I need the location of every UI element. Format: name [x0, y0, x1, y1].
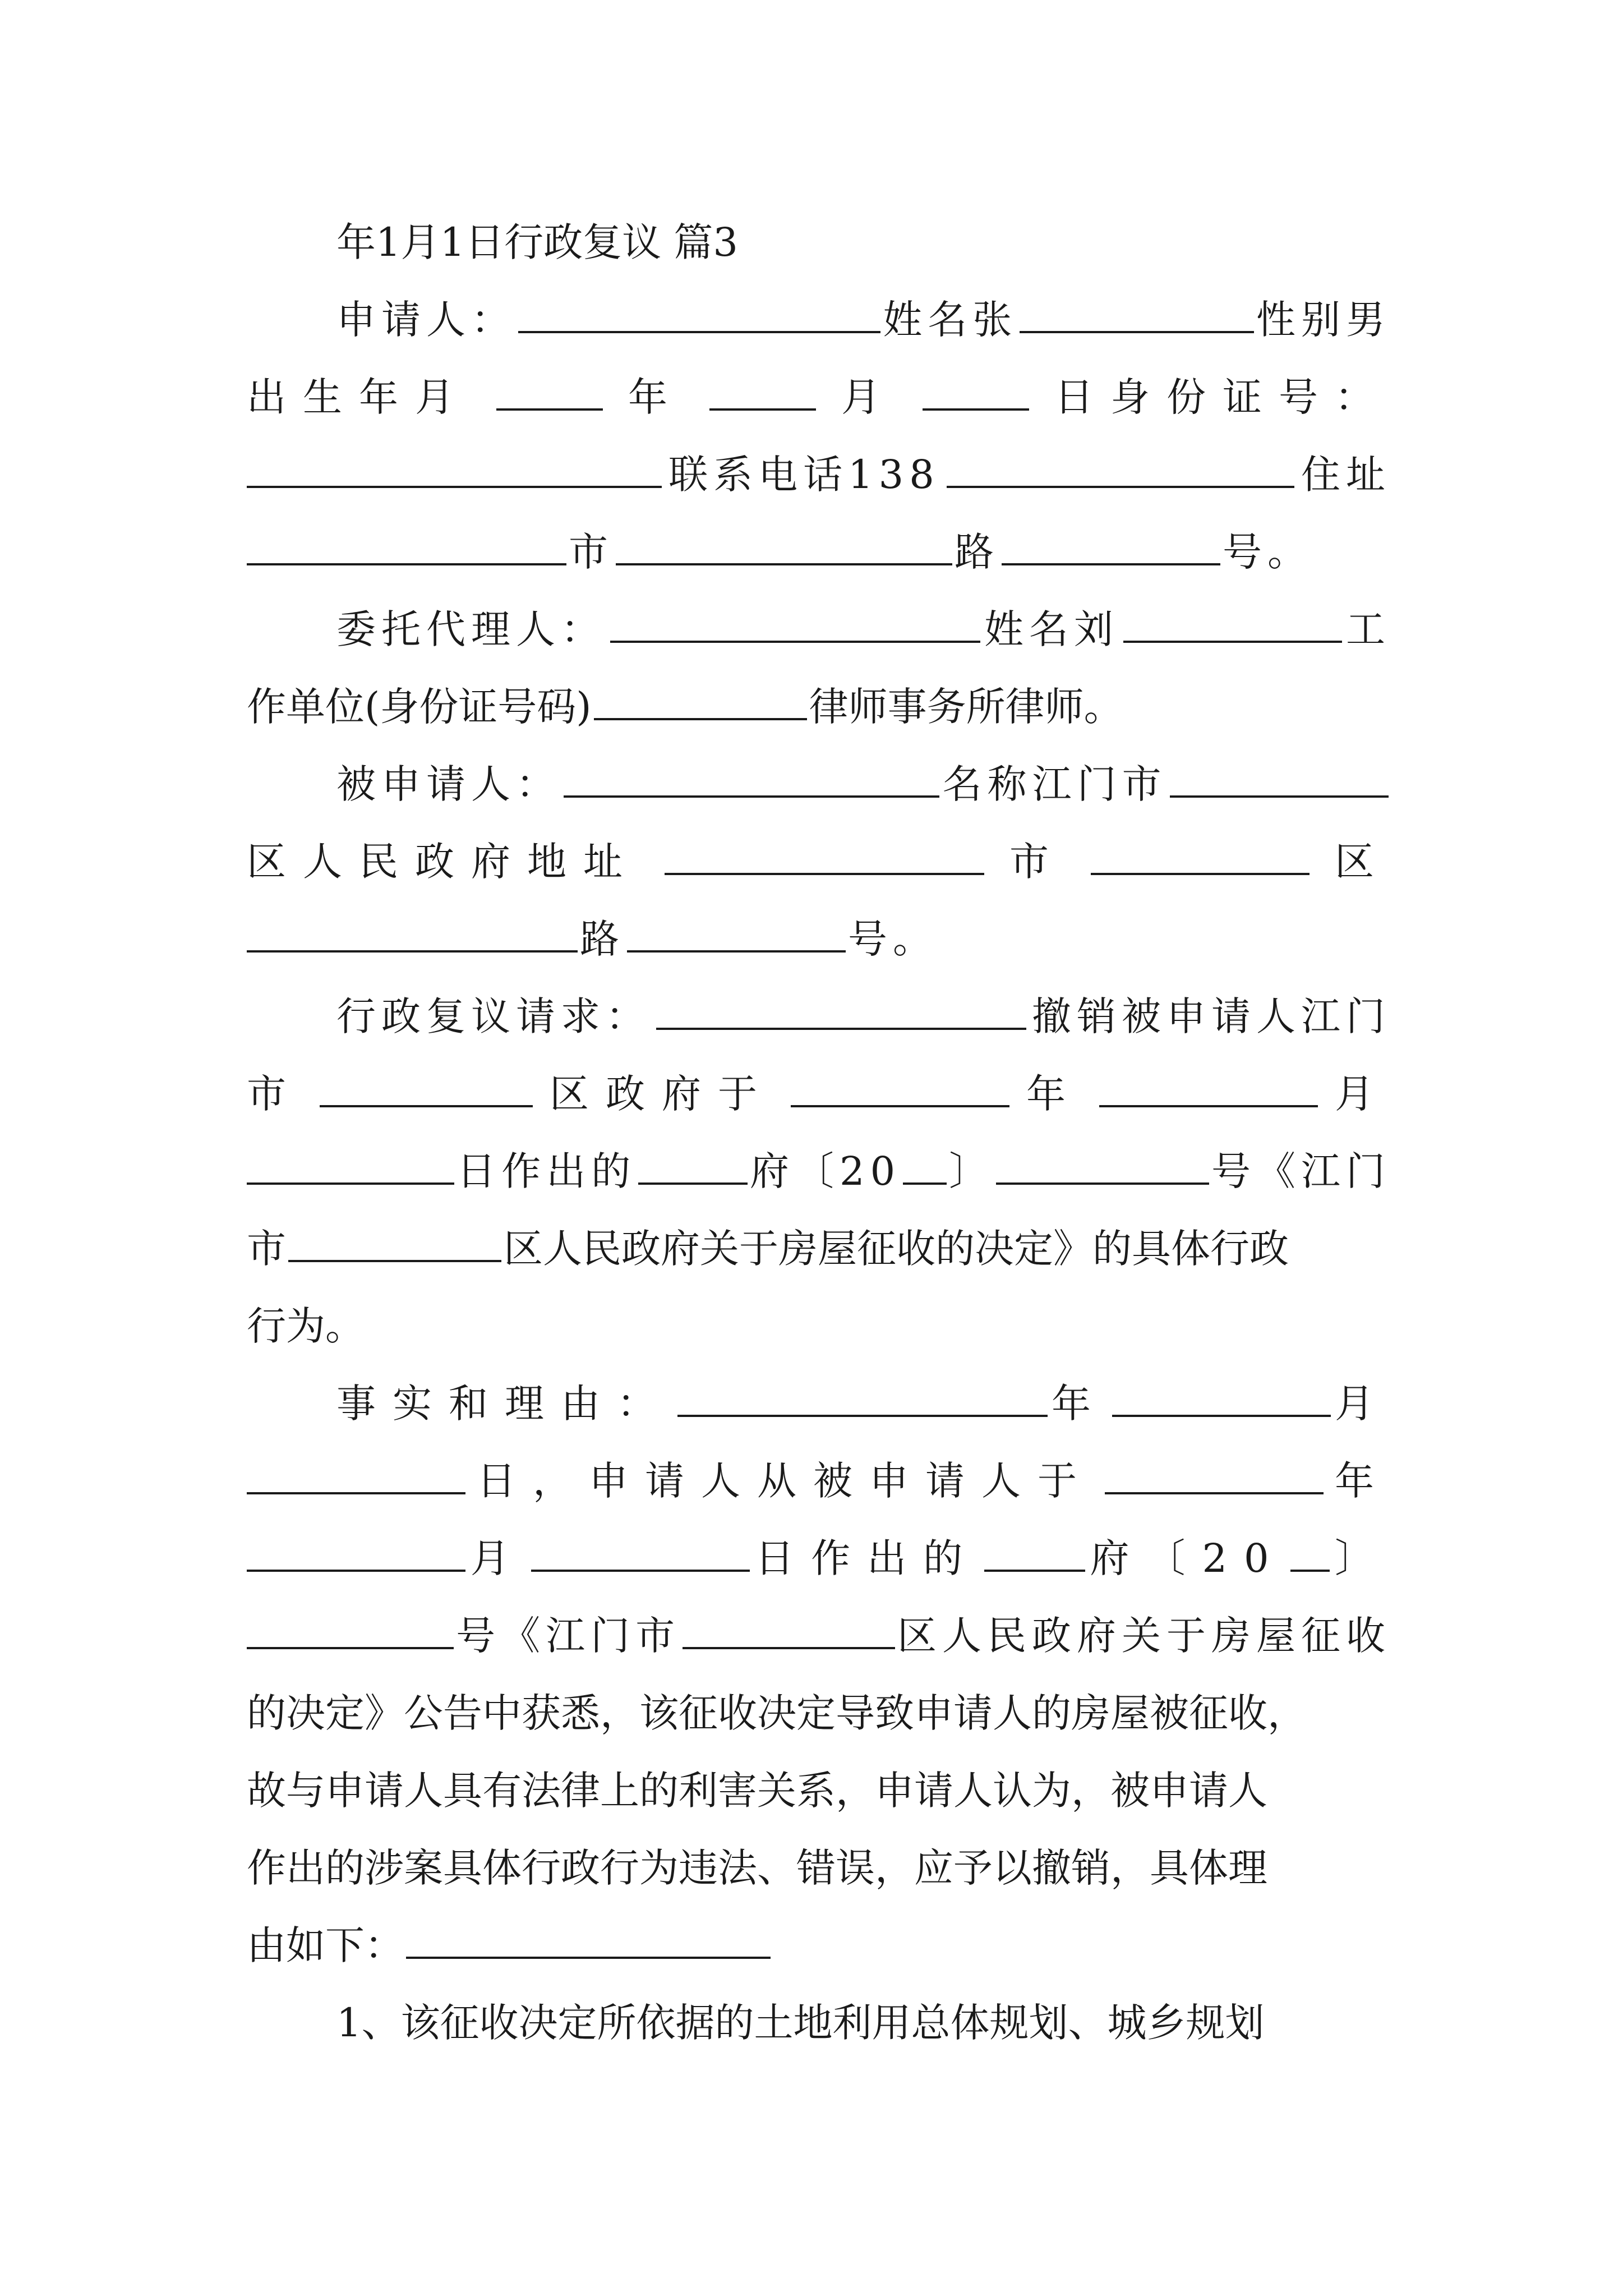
applicant-line-4 [247, 521, 1391, 583]
district-label: 区 [1335, 839, 1391, 885]
facts-line-6 [247, 1760, 1391, 1821]
blank-field [1099, 1071, 1318, 1107]
facts-text: 由如下： [247, 1922, 404, 1968]
blank-field [683, 1613, 895, 1649]
blank-field [320, 1071, 533, 1107]
applicant-label: 申请人： [336, 297, 516, 343]
month-label: 月 [470, 1535, 527, 1581]
blank-field [677, 1381, 1048, 1417]
facts-line-3 [247, 1527, 1391, 1589]
blank-field [616, 530, 952, 565]
blank-field [709, 375, 816, 411]
respondent-line-3 [247, 908, 1391, 970]
document-number-prefix: 府〔20 [1090, 1535, 1286, 1581]
blank-field [947, 452, 1294, 488]
applicant-gender: 性别男 [1256, 297, 1391, 343]
request-line-2 [247, 1063, 1391, 1125]
blank-field [1020, 297, 1254, 333]
applicant-name: 姓名张 [883, 297, 1018, 343]
facts-label: 事实和理由： [336, 1381, 673, 1427]
document-number-bracket: 〕 [949, 1148, 994, 1194]
blank-field [247, 1613, 454, 1649]
respondent-address-label: 区人民政府地址 [247, 839, 639, 885]
facts-line-8 [247, 1915, 1391, 1976]
city-label: 市 [1009, 839, 1066, 885]
year-label: 年 [1052, 1381, 1108, 1427]
facts-list-item: 1、该征收决定所依据的土地利用总体规划、城乡规划 [336, 2000, 1265, 2046]
facts-text: 号《江门市 [456, 1613, 681, 1659]
facts-text: 区人民政府关于房屋征收 [897, 1613, 1391, 1659]
facts-line-5 [247, 1682, 1391, 1744]
request-text: 区人民政府关于房屋征收的决定》的具体行政 [504, 1226, 1289, 1272]
blank-field [627, 917, 846, 953]
blank-field [1091, 839, 1310, 875]
blank-field [1112, 1381, 1331, 1417]
blank-field [610, 607, 980, 643]
request-line-4 [247, 1218, 1391, 1280]
respondent-line-2 [247, 831, 1391, 892]
facts-text: 日作出的 [755, 1535, 980, 1581]
applicant-address-label: 住址 [1301, 452, 1391, 498]
year-label: 年 [628, 374, 684, 420]
blank-field [247, 1149, 454, 1185]
blank-field [1170, 762, 1389, 798]
blank-field [496, 375, 603, 411]
respondent-label: 被申请人： [336, 761, 561, 807]
facts-text: 日，申请人从被申请人于 [477, 1458, 1094, 1504]
applicant-line-3 [247, 444, 1391, 505]
blank-field [656, 994, 1026, 1030]
request-line-5 [247, 1295, 1391, 1357]
facts-line-7 [247, 1837, 1391, 1899]
request-text: 行为。 [247, 1303, 365, 1349]
blank-field [923, 375, 1029, 411]
year-label: 年 [1026, 1071, 1082, 1117]
blank-field [594, 684, 807, 720]
applicant-id-label: 日身份证号： [1054, 374, 1391, 420]
number-label: 号。 [848, 916, 938, 962]
agent-work-unit: 作单位(身份证号码) [247, 684, 592, 730]
respondent-line-1 [247, 753, 1391, 815]
blank-field [903, 1149, 947, 1185]
agent-line-1 [247, 599, 1391, 660]
request-text: 区政府于 [550, 1071, 774, 1117]
applicant-line-2 [247, 366, 1391, 428]
road-label: 路 [580, 916, 625, 962]
blank-field [791, 1071, 1009, 1107]
applicant-line-1 [247, 289, 1391, 351]
facts-text: 作出的涉案具体行政行为违法、错误，应予以撤销，具体理 [247, 1845, 1267, 1891]
document-number-prefix: 府〔20 [750, 1148, 901, 1194]
blank-field [406, 1923, 771, 1959]
facts-line-4 [247, 1605, 1391, 1667]
facts-line-2 [247, 1450, 1391, 1512]
agent-label: 委托代理人： [336, 606, 606, 652]
blank-field [638, 1149, 748, 1185]
request-text: 市 [247, 1226, 286, 1272]
blank-field [531, 1536, 750, 1572]
blank-field [247, 530, 566, 565]
number-label: 号。 [1223, 529, 1312, 575]
respondent-name: 名称江门市 [942, 761, 1167, 807]
request-text: 号《江门 [1211, 1148, 1391, 1194]
blank-field [665, 839, 984, 875]
agent-firm: 律师事务所律师。 [809, 684, 1123, 730]
city-label: 市 [569, 529, 614, 575]
request-label: 行政复议请求： [336, 993, 651, 1039]
blank-field [984, 1536, 1085, 1572]
applicant-birth-label: 出生年月 [247, 374, 471, 420]
document-number-bracket: 〕 [1335, 1535, 1391, 1581]
request-text: 撤销被申请人江门 [1032, 993, 1391, 1039]
request-line-3 [247, 1140, 1391, 1202]
month-label: 月 [1335, 1071, 1391, 1117]
blank-field [564, 762, 939, 798]
facts-text: 的决定》公告中获悉，该征收决定导致申请人的房屋被征收， [247, 1690, 1307, 1736]
blank-field [288, 1226, 501, 1262]
facts-item-1 [247, 1992, 1391, 2054]
blank-field [1290, 1536, 1330, 1572]
agent-work-prefix: 工 [1346, 606, 1391, 652]
month-label: 月 [841, 374, 897, 420]
blank-field [247, 1536, 465, 1572]
month-label: 月 [1335, 1381, 1391, 1427]
agent-name: 姓名刘 [984, 606, 1119, 652]
agent-line-2 [247, 676, 1391, 738]
request-text: 日作出的 [457, 1148, 637, 1194]
blank-field [1105, 1458, 1324, 1494]
blank-field [247, 452, 662, 488]
blank-field [1002, 530, 1220, 565]
blank-field [1123, 607, 1342, 643]
blank-field [518, 297, 880, 333]
blank-field [247, 1458, 465, 1494]
facts-line-1 [247, 1373, 1391, 1434]
blank-field [247, 917, 578, 953]
blank-field [996, 1149, 1209, 1185]
road-label: 路 [955, 529, 999, 575]
applicant-phone-label: 联系电话138 [668, 452, 940, 498]
title-text: 年1月1日行政复议 篇3 [336, 219, 738, 265]
request-line-1 [247, 986, 1391, 1047]
year-label: 年 [1335, 1458, 1391, 1504]
facts-text: 故与申请人具有法律上的利害关系，申请人认为，被申请人 [247, 1768, 1267, 1814]
request-text: 市 [247, 1071, 303, 1117]
document-title [247, 211, 1391, 273]
